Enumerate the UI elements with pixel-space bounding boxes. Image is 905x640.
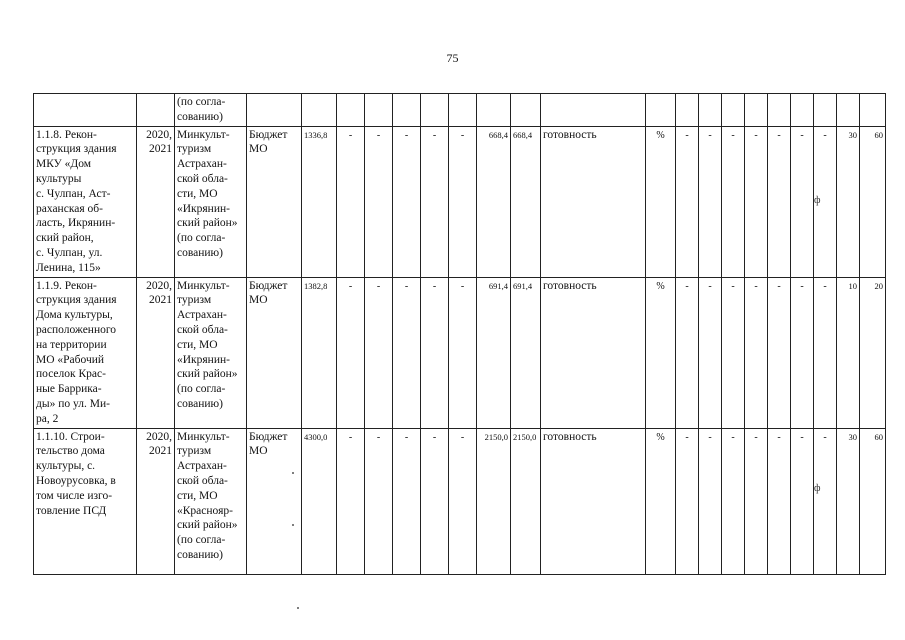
indicator-dash-cell: - (791, 277, 814, 428)
target-2021-cell: 60 (860, 428, 886, 574)
funding-dash-cell: - (421, 126, 449, 277)
funding-2021-cell: 668,4 (511, 126, 541, 277)
measure-name-cell: 1.1.10. Строи- тельство дома культуры, с. Новоурусовка, в том числе изго- товление ПСД (34, 428, 137, 574)
funding-dash-cell: - (365, 428, 393, 574)
funding-dash-cell: - (393, 126, 421, 277)
indicator-dash-cell: - (745, 126, 768, 277)
cell (137, 94, 175, 127)
target-2021-cell: 60 (860, 126, 886, 277)
indicator-dash-cell: - (745, 428, 768, 574)
table-row (34, 277, 886, 428)
funding-dash-cell: - (449, 126, 477, 277)
indicator-dash-cell: - (699, 277, 722, 428)
indicator-dash-cell: - (768, 126, 791, 277)
unit-cell: % (646, 126, 676, 277)
funding-source-cell: Бюджет МО (247, 428, 302, 574)
funding-2021-cell: 2150,0 (511, 428, 541, 574)
years-cell: 2020, 2021 (137, 126, 175, 277)
funding-2020-cell: 2150,0 (477, 428, 511, 574)
indicator-dash-cell: - (791, 428, 814, 574)
funding-2020-cell: 691,4 (477, 277, 511, 428)
funding-2020-cell: 668,4 (477, 126, 511, 277)
target-2020-cell: 30 (837, 428, 860, 574)
indicator-dash-cell: - (768, 428, 791, 574)
scan-mark: ф (814, 483, 821, 494)
funding-dash-cell: - (393, 428, 421, 574)
table-header-continuation-row (34, 94, 886, 127)
measure-name-cell: 1.1.9. Рекон- струкция здания Дома культуры, расположенного на территории МО «Рабочий поселок Крас- ные Баррика- ды» по ул. Ми- ра, 2 (34, 277, 137, 428)
indicator-dash-cell: - (722, 126, 745, 277)
funding-2021-cell: 691,4 (511, 277, 541, 428)
funding-dash-cell: - (337, 126, 365, 277)
indicator-dash-cell: - (745, 277, 768, 428)
indicator-cell: готовность (541, 277, 646, 428)
responsible-cell: Минкульт- туризм Астрахан- ской обла- сти, МО «Икрянин- ский район» (по согла- сованию) (175, 126, 247, 277)
responsible-tail-cell: (по согла- сованию) (175, 94, 247, 127)
funding-dash-cell: - (421, 277, 449, 428)
indicator-dash-cell: - (814, 428, 837, 574)
funding-dash-cell: - (421, 428, 449, 574)
indicator-dash-cell: - (676, 428, 699, 574)
funding-dash-cell: - (449, 428, 477, 574)
target-2020-cell: 10 (837, 277, 860, 428)
indicator-dash-cell: - (676, 126, 699, 277)
total-cell: 1382,8 (302, 277, 337, 428)
total-cell: 4300,0 (302, 428, 337, 574)
table-row (34, 126, 886, 277)
indicator-dash-cell: - (768, 277, 791, 428)
measure-name-cell: 1.1.8. Рекон- струкция здания МКУ «Дом культуры с. Чулпан, Аст- раханская об- ласть, Икрянин- ский район, с. Чулпан, ул. Ленина, 115» (34, 126, 137, 277)
responsible-cell: Минкульт- туризм Астрахан- ской обла- сти, МО «Икрянин- ский район» (по согла- сованию) (175, 277, 247, 428)
indicator-dash-cell: - (814, 277, 837, 428)
indicator-cell: готовность (541, 126, 646, 277)
target-2021-cell: 20 (860, 277, 886, 428)
years-cell: 2020, 2021 (137, 428, 175, 574)
scan-mark: ф (814, 195, 821, 206)
unit-cell: % (646, 277, 676, 428)
funding-dash-cell: - (365, 126, 393, 277)
funding-dash-cell: - (365, 277, 393, 428)
table-row (34, 428, 886, 574)
page-number: 75 (446, 51, 459, 65)
funding-source-cell: Бюджет МО (247, 126, 302, 277)
indicator-dash-cell: - (699, 126, 722, 277)
indicator-cell: готовность (541, 428, 646, 574)
funding-source-cell: Бюджет МО (247, 277, 302, 428)
unit-cell: % (646, 428, 676, 574)
program-table (33, 93, 886, 575)
funding-dash-cell: - (337, 277, 365, 428)
funding-dash-cell: - (393, 277, 421, 428)
indicator-dash-cell: - (722, 428, 745, 574)
responsible-cell: Минкульт- туризм Астрахан- ской обла- сти, МО «Краснояр- ский район» (по согла- сованию) (175, 428, 247, 574)
indicator-dash-cell: - (791, 126, 814, 277)
indicator-dash-cell: - (814, 126, 837, 277)
funding-dash-cell: - (449, 277, 477, 428)
indicator-dash-cell: - (699, 428, 722, 574)
indicator-dash-cell: - (722, 277, 745, 428)
years-cell: 2020, 2021 (137, 277, 175, 428)
funding-dash-cell: - (337, 428, 365, 574)
indicator-dash-cell: - (676, 277, 699, 428)
total-cell: 1336,8 (302, 126, 337, 277)
cell (34, 94, 137, 127)
target-2020-cell: 30 (837, 126, 860, 277)
